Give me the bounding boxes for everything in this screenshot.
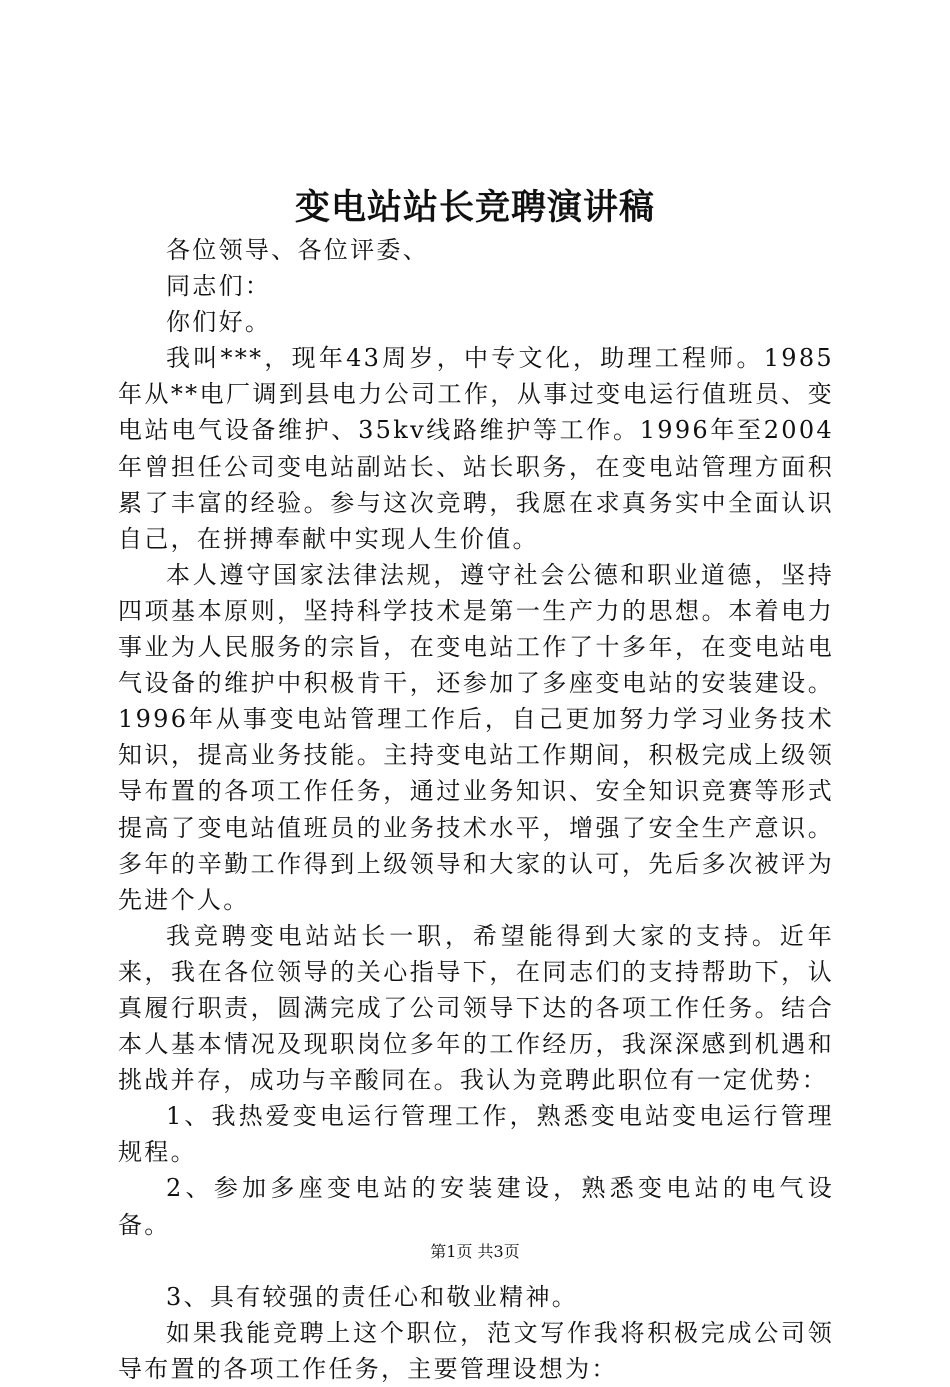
greeting-line-3: 你们好。 [166,308,272,337]
document-title: 变电站站长竞聘演讲稿 [294,187,655,228]
document-body [118,232,834,1387]
list-item-2: 2、参加多座变电站的安装建设，熟悉变电站的电气设备。 [118,1174,834,1239]
list-item-3: 3、具有较强的责任心和敬业精神。 [166,1282,579,1311]
greeting-line-2: 同志们： [166,272,272,301]
page-footer: 第1页 共3页 [430,1242,520,1261]
paragraph-motivation: 我竞聘变电站站长一职，希望能得到大家的支持。近年来，我在各位领导的关心指导下，在同志们的支持帮助下，认真履行职责，圆满完成了公司领导下达的各项工作任务。结合本人基本情况及现职岗位多年的工作经历，我深深感到机遇和挑战并存，成功与辛酸同在。我认为竞聘此职位有一定优势： [118,921,834,1095]
paragraph-introduction: 我叫***，现年43周岁，中专文化，助理工程师。1985年从**电厂调到县电力公司工作，从事过变电运行值班员、变电站电气设备维护、35kv线路维护等工作。1996年至2004年曾担任公司变电站副站长、站长职务，在变电站管理方面积累了丰富的经验。参与这次竞聘，我愿在求真务实中全面认识自己，在拼搏奉献中实现人生价值。 [118,344,834,553]
list-item-1: 1、我热爱变电运行管理工作，熟悉变电站变电运行管理规程。 [118,1102,834,1167]
greeting-line-1: 各位领导、各位评委、 [166,236,429,264]
paragraph-experience: 本人遵守国家法律法规，遵守社会公德和职业道德，坚持四项基本原则，坚持科学技术是第一生产力的思想。本着电力事业为人民服务的宗旨，在变电站工作了十多年，在变电站电气设备的维护中积极肯干，还参加了多座变电站的安装建设。1996年从事变电站管理工作后，自己更加努力学习业务技术知识，提高业务技能。主持变电站工作期间，积极完成上级领导布置的各项工作任务，通过业务知识、安全知识竞赛等形式提高了变电站值班员的业务技术水平，增强了安全生产意识。多年的辛勤工作得到上级领导和大家的认可，先后多次被评为先进个人。 [118,560,834,914]
paragraph-plan: 如果我能竞聘上这个职位，范文写作我将积极完成公司领导布置的各项工作任务，主要管理设想为： [118,1318,834,1383]
